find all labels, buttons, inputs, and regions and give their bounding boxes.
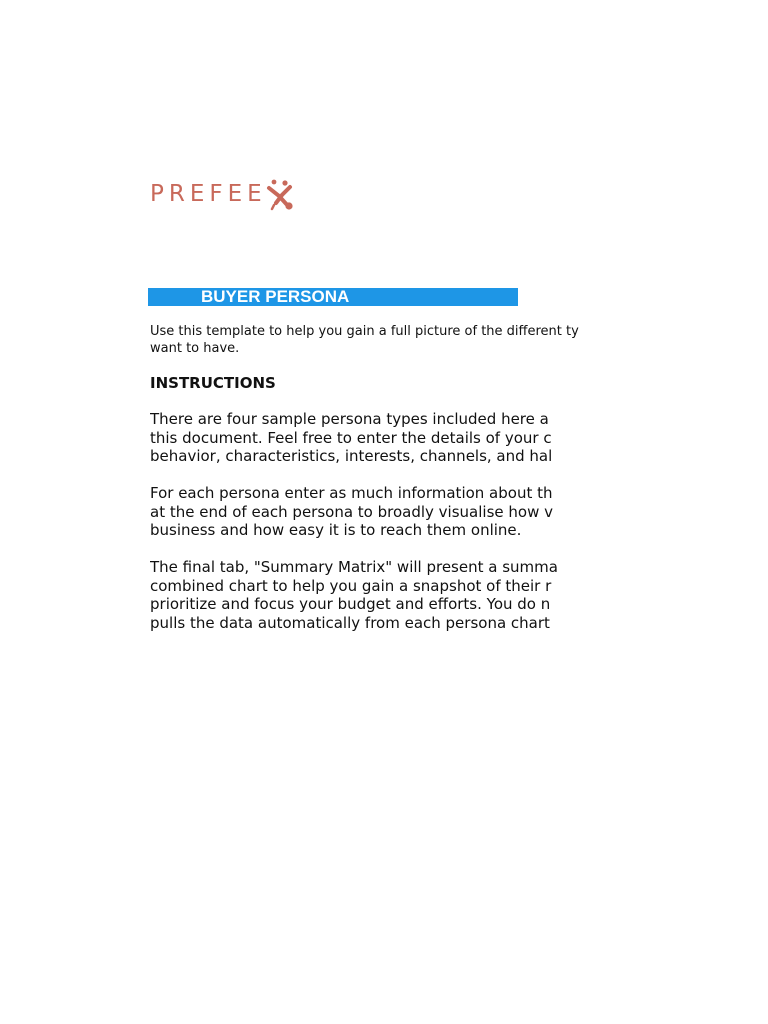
paragraph-line: this document. Feel free to enter the details of your c bbox=[150, 428, 552, 447]
prefeex-x-mark-icon bbox=[265, 177, 295, 211]
instructions-paragraph-2 bbox=[150, 484, 598, 540]
instructions-paragraph-1 bbox=[150, 410, 598, 466]
intro-text bbox=[150, 323, 598, 357]
paragraph-line: business and how easy it is to reach them online. bbox=[150, 521, 522, 539]
paragraph-line: pulls the data automatically from each persona chart bbox=[150, 613, 550, 632]
paragraph-line: prioritize and focus your budget and efforts. You do n bbox=[150, 595, 551, 613]
instructions-heading: INSTRUCTIONS bbox=[150, 374, 276, 392]
paragraph-line: For each persona enter as much information about th bbox=[150, 484, 553, 502]
paragraph-line: at the end of each persona to broadly visualise how v bbox=[150, 502, 553, 521]
buyer-persona-title-bar bbox=[148, 288, 518, 306]
instructions-paragraph-3 bbox=[150, 558, 598, 632]
intro-line: want to have. bbox=[150, 341, 240, 356]
paragraph-line: behavior, characteristics, interests, channels, and hal bbox=[150, 447, 553, 465]
paragraph-line: combined chart to help you gain a snapshot of their r bbox=[150, 576, 552, 595]
paragraph-line: There are four sample persona types included here a bbox=[150, 410, 549, 428]
paragraph-line: The final tab, "Summary Matrix" will present a summa bbox=[150, 558, 558, 576]
intro-line: Use this template to help you gain a full picture of the different ty bbox=[150, 324, 579, 339]
logo-text: PREFEE bbox=[150, 181, 267, 207]
page-title: BUYER PERSONA bbox=[201, 287, 350, 306]
prefeex-logo bbox=[150, 176, 295, 212]
